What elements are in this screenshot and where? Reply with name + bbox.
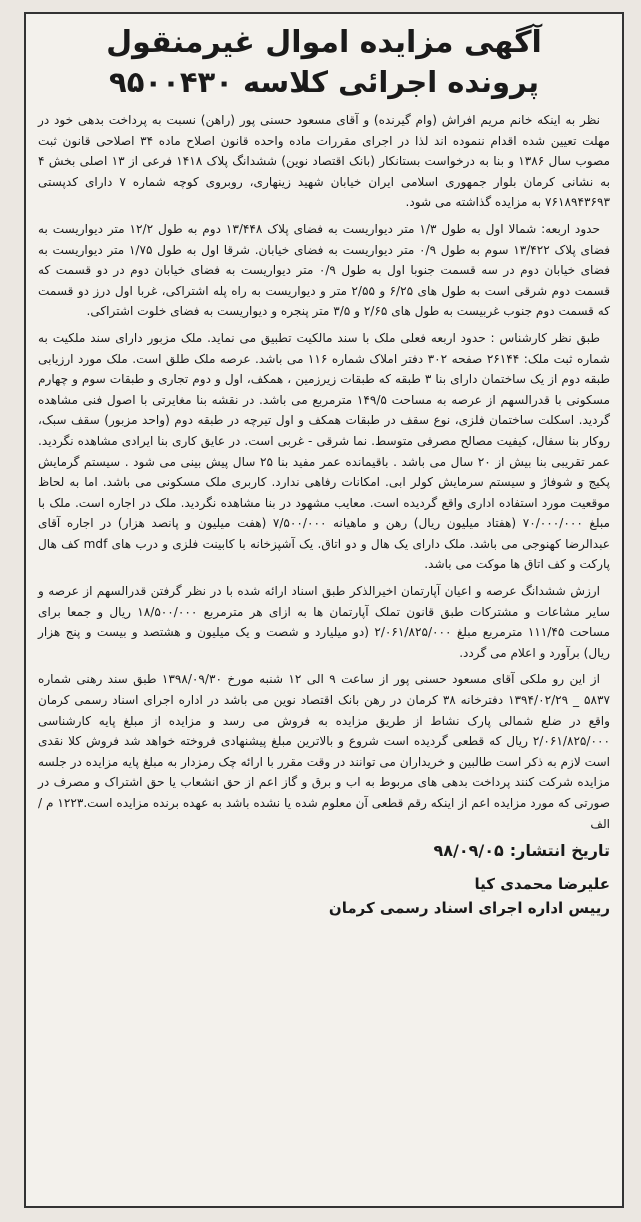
paragraph-intro: نظر به اینکه خانم مریم افراش (وام گیرنده) و آقای مسعود حسنی پور (راهن) نسبت به پرداخت بدهی خود در مهلت تعیین شده اقدام ننموده اند لذا در اجرای مقررات ماده واحده قانون اصلاح ماده ۳۴ اصلاحی قانون ثبت مصوب سال ۱۳۸۶ و بنا به درخواست بستانکار (بانک اقتصاد نوین) ششدانگ پلاک ۱۴۱۸ فرعی از ۱۳ اصلی بخش ۴ به نشانی کرمان بلوار جمهوری اسلامی ایران خیابان شهید زینهاری، روبروی کوچه شماره ۷ دارای کدپستی ۷۶۱۸۹۴۳۶۹۳ به مزایده گذاشته می شود.	[38, 113, 610, 210]
signer-name: علیرضا محمدی کیا	[474, 875, 610, 894]
publish-date-line	[38, 840, 610, 862]
paragraph-auction-terms: از این رو ملکی آقای مسعود حسنی پور از ساعت ۹ الی ۱۲ شنبه مورخ ۱۳۹۸/۰۹/۳۰ طبق سند رهنی شماره ۵۸۳۷ _ ۱۳۹۴/۰۲/۲۹ دفترخانه ۳۸ کرمان در رهن بانک اقتصاد نوین می باشد در اداره اجرای اسناد رسمی کرمان واقع در ضلع شمالی پارک نشاط از طریق مزایده به فروش می رسد و مزایده از مبلغ پایه کارشناسی ۲/۰۶۱/۸۲۵/۰۰۰ ریال که قطعی گردیده است شروع و بالاترین مبلغ پیشنهادی فروخته خواهد شد فروش کلا نقدی است لازم به ذکر است طالبین و خریداران می توانند در وقت مقرر با ارائه چک رمزدار به مبلغ پایه مزایده در جلسه مزایده شرکت کنند پرداخت بدهی های مربوط به اب و برق و گاز اعم از حق انشعاب یا حق اشتراک و مصرف در صورتی که مورد مزایده اعم از اینکه رقم قطعی آن معلوم شده یا نشده باشد به عهده برنده مزایده است.۱۲۲۳ م / الف	[38, 672, 610, 831]
publish-date: ۹۸/۰۹/۰۵	[433, 841, 504, 861]
notice-title: آگهی مزایده اموال غیرمنقول	[106, 25, 542, 60]
paragraph-expert-opinion: طبق نظر کارشناس : حدود اربعه فعلی ملک با سند مالکیت تطبیق می نماید. ملک مزبور دارای سند ملکیت به شماره ثبت ملک: ۲۶۱۴۴ صفحه ۳۰۲ دفتر املاک شماره ۱۱۶ می باشد. عرصه ملک طلق است. ملک مورد ارزیابی طبقه دوم از یک ساختمان دارای بنا ۳ طبقه که طبقات زیرزمین ، همکف، اول و دوم تجاری و طبقات سوم و چهارم مسکونی با قدرالسهم از عرصه به مساحت ۱۴۹/۵ مترمربع می باشد. در نقشه بنا مغایرتی با اصول فنی مشاهده گردید. اسکلت ساختمان فلزی، نوع سقف در طبقات همکف و اول تیرچه در طبقه دوم (واحد مزبور) سقف سبک، روکار بنا سفال، کیفیت مصالح مصرفی متوسط. نما شرقی - غربی است. در عایق کاری بنا ایرادی مشاهده نگردید. عمر تقریبی بنا بیش از ۲۰ سال می باشد . باقیمانده عمر مفید بنا ۲۵ سال پیش بینی می شود . سیستم گرمایش پکیج و شوفاژ و سیستم سرمایش کولر ابی. امکانات رفاهی ندارد. کاربری ملک مسکونی می باشد. اما به لحاظ موقعیت مورد استفاده اداری واقع گردیده است. معایب مشهود در بنا مشاهده نگردید. ملک در اجاره است. ملک با مبلغ ۷۰/۰۰۰/۰۰۰ (هفتاد میلیون ریال) رهن و ماهیانه ۷/۵۰۰/۰۰۰ (هفت میلیون و پانصد هزار) در اجاره آقای عبدالرضا کهنوجی می باشد. ملک دارای یک هال و دو اتاق. یک آشپزخانه با کابینت فلزی و درب های mdf کف هال پارکت و کف اتاق ها موکت می باشد.	[38, 330, 610, 572]
notice-case-number: پرونده اجرائی کلاسه ۹۵۰۰۴۳۰	[109, 65, 539, 99]
publish-date-label: تاریخ انتشار:	[509, 841, 610, 861]
paragraph-valuation: ارزش ششدانگ عرصه و اعیان آپارتمان اخیرالذکر طبق اسناد ارائه شده با در نظر گرفتن قدرالسهم از عرصه و سایر مشاعات و مشترکات طبق قانون تملک آپارتمان ها به ازای هر مترمربع ۱۸/۵۰۰/۰۰۰ ریال و جمعا برای مساحت ۱۱۱/۴۵ مترمربع مبلغ ۲/۰۶۱/۸۲۵/۰۰۰ (دو میلیارد و شصت و یک میلیون و هشتصد و بیست و پنج هزار ریال) برآورد و اعلام می گردد.	[38, 584, 610, 660]
paragraph-boundaries: حدود اربعه: شمالا اول به طول ۱/۳ متر دیواریست به فضای پلاک ۱۳/۴۴۸ دوم به طول ۱۲/۲ متر دیواریست به فضای پلاک ۱۳/۴۲۲ سوم به طول ۰/۹ متر دیواریست به فضای خیابان. شرقا اول به طول ۱/۷۵ متر دیواریست به فضای خیابان دوم در سه قسمت جنوبا اول به طول ۰/۹ متر دیواریست به فضای خیابان دوم در دو قسمت که قسمت دوم شرقی است به طول های ۶/۲۵ و ۲/۵۵ متر و دیواریست به راه پله اشتراکی، غربا اول درز دو قسمت که قسمت دوم جنوب غربیست به طول های ۲/۶۵ و ۳/۵ متر پنجره و دیواریست به فضای خلوت اشتراکی.	[38, 221, 611, 319]
signer-title: رییس اداره اجرای اسناد رسمی کرمان	[328, 899, 610, 918]
notice-page	[24, 12, 624, 1208]
signature-block	[38, 872, 610, 920]
